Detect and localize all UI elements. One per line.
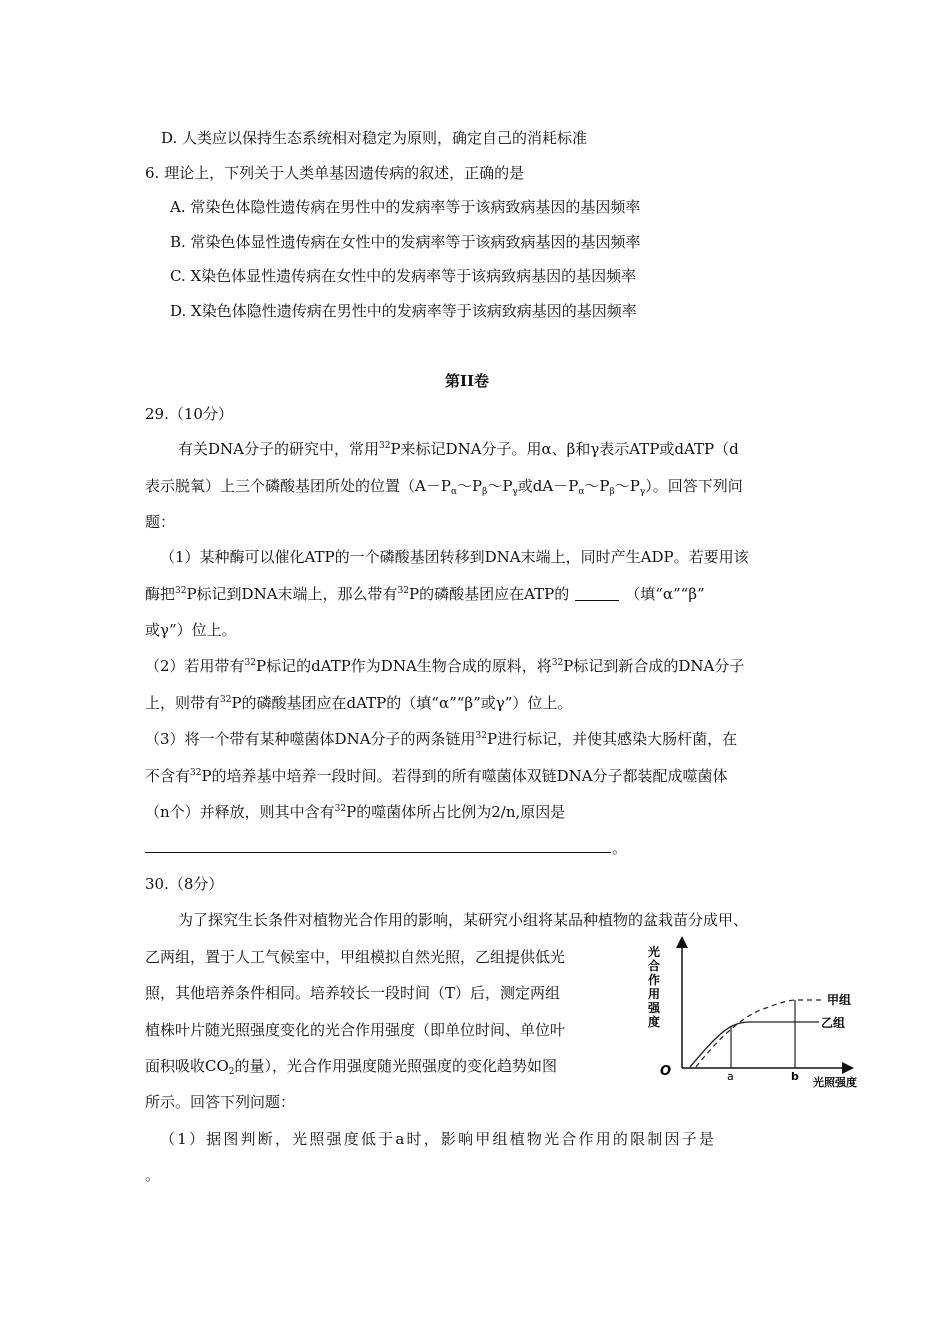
q6-option-c: C. X染色体显性遗传病在女性中的发病率等于该病致病基因的基因频率	[170, 267, 637, 285]
q29-part1-line3: 或γ”）位上。	[145, 621, 237, 639]
q6-option-b: B. 常染色体显性遗传病在女性中的发病率等于该病致病基因的基因频率	[170, 233, 641, 251]
q30-line4: 植株叶片随光照强度变化的光合作用强度（即单位时间、单位叶	[145, 1021, 566, 1039]
origin-label: O	[660, 1064, 672, 1079]
x-mark-a: a	[727, 1070, 734, 1083]
q29-part3-end: 。	[612, 839, 628, 857]
q6-option-a: A. 常染色体隐性遗传病在男性中的发病率等于该病致病基因的基因频率	[170, 198, 641, 216]
q6-stem: 6. 理论上，下列关于人类单基因遗传病的叙述，正确的是	[145, 164, 525, 182]
q29-part1-line2: 酶把$^{32}$P标记到DNA末端上，那么带有$^{32}$P的磷酸基团应在ATP的 （填“α”“β”	[145, 585, 705, 603]
q6-option-d: D. X染色体隐性遗传病在男性中的发病率等于该病致病基因的基因频率	[170, 302, 637, 320]
q30-line6: 所示。回答下列问题：	[145, 1093, 296, 1111]
legend-yi: 乙组	[821, 1016, 846, 1030]
photosynthesis-chart	[640, 932, 880, 1094]
x-axis-label: 光照强度	[813, 1076, 857, 1089]
answer-line[interactable]	[145, 852, 611, 853]
q29-part3-line2: 不含有$^{32}$P的培养基中培养一段时间。若得到的所有噬菌体双链DNA分子都装配成噬菌体	[145, 767, 728, 785]
y-axis-label-char: 合	[648, 959, 661, 973]
y-axis-label-char: 作	[648, 973, 661, 987]
x-mark-b: b	[791, 1070, 799, 1083]
q30-line2: 乙两组，置于人工气候室中，甲组模拟自然光照，乙组提供低光	[145, 948, 566, 966]
q30-line5: 面积吸收$CO_2$的量），光合作用强度随光照强度的变化趋势如图	[145, 1057, 558, 1077]
y-axis-label-char: 强	[648, 1001, 661, 1015]
svg-text:光合作用强度	[647, 944, 661, 1029]
q30-line3: 照，其他培养条件相同。培养较长一段时间（T）后，测定两组	[145, 984, 561, 1002]
y-axis-label-char: 光	[648, 945, 661, 959]
q29-intro-line1: 有关DNA分子的研究中，常用$^{32}$P来标记DNA分子。用α、β和γ表示ATP或dATP（d	[178, 440, 739, 458]
q30-header: 30.（8分）	[145, 875, 224, 893]
q30-part1-line1: （1）据图判断，光照强度低于a时，影响甲组植物光合作用的限制因子是	[160, 1130, 717, 1148]
section-title: 第II卷	[445, 372, 490, 390]
q29-part2-line2: 上，则带有$^{32}$P的磷酸基团应在dATP的（填“α”“β”或γ”）位上。	[145, 694, 573, 712]
series-jia-curve	[696, 1000, 825, 1067]
legend-jia: 甲组	[827, 993, 852, 1007]
q29-intro-line3: 题：	[145, 513, 176, 531]
q29-intro-line2: 表示脱氧）上三个磷酸基团所处的位置（$A-P_\alpha\sim P_\beta\sim P_\gamma$或$dA-P_\alpha\sim P_\beta\sim P_\gamma$）。回答下列问	[145, 477, 743, 497]
y-axis-label-char: 度	[648, 1015, 661, 1029]
y-axis-label-char: 用	[648, 987, 661, 1001]
q29-part3-line3: （n个）并释放，则其中含有$^{32}$P的噬菌体所占比例为2/n,原因是	[145, 803, 566, 821]
y-axis-label	[647, 944, 661, 1029]
series-yi-curve	[690, 1022, 819, 1067]
q29-part1-line1: （1）某种酶可以催化ATP的一个磷酸基团转移到DNA末端上，同时产生ADP。若要用该	[160, 548, 749, 566]
answer-blank[interactable]	[575, 586, 619, 601]
q29-part2-line1: （2）若用带有$^{32}$P标记的dATP作为DNA生物合成的原料，将$^{32}$P标记到新合成的DNA分子	[145, 657, 745, 675]
q30-line1: 为了探究生长条件对植物光合作用的影响，某研究小组将某品种植物的盆栽苗分成甲、	[178, 911, 749, 929]
q29-part3-line1: （3）将一个带有某种噬菌体DNA分子的两条链用$^{32}$P进行标记，并使其感染大肠杆菌，在	[145, 730, 738, 748]
q29-header: 29.（10分）	[145, 405, 233, 423]
q30-part1-end: 。	[145, 1166, 161, 1184]
q5-option-d: D. 人类应以保持生态系统相对稳定为原则，确定自己的消耗标准	[161, 129, 588, 147]
